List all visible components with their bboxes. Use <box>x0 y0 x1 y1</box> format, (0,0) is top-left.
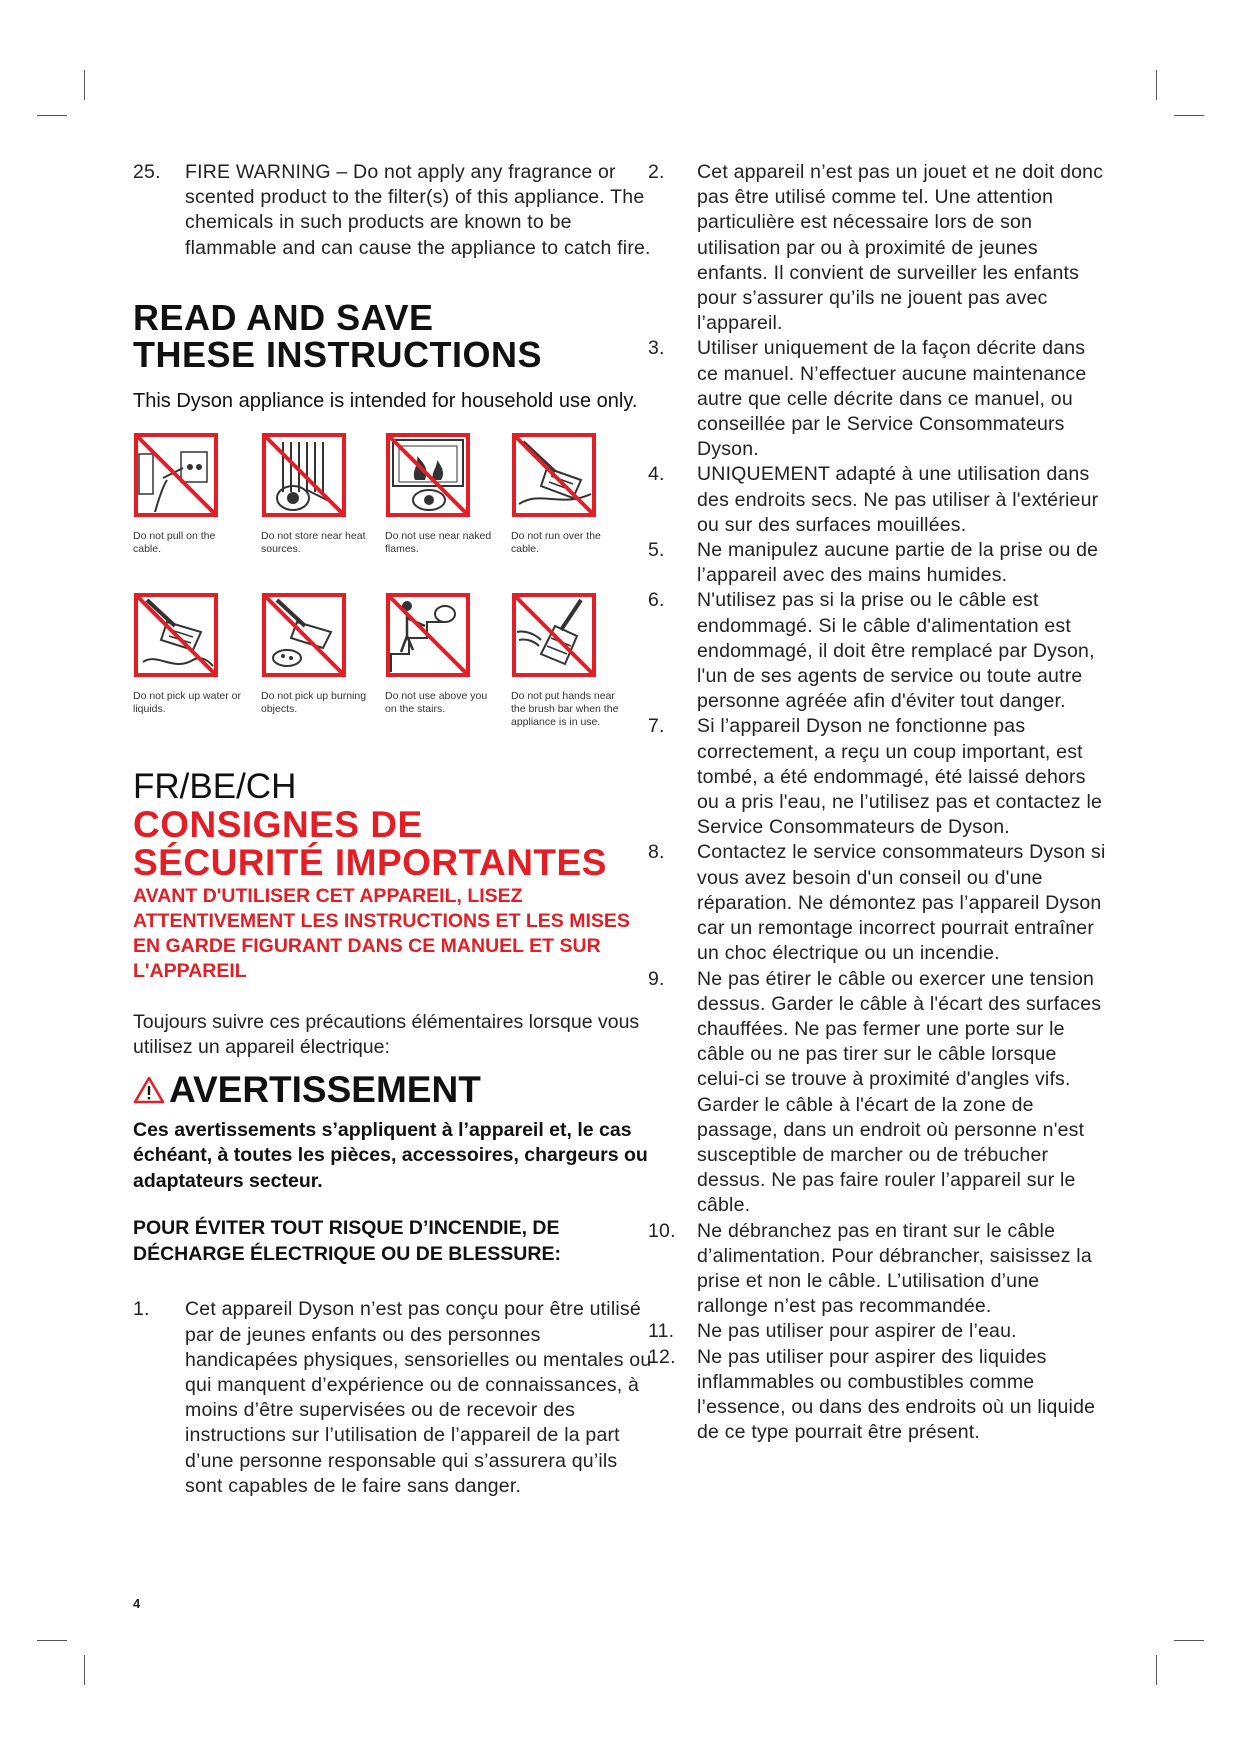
item-number: 11. <box>648 1320 675 1343</box>
no-water-liquids-icon <box>133 592 219 678</box>
no-stairs-icon <box>385 592 471 678</box>
item-text: UNIQUEMENT adapté à une utilisation dans des endroits secs. Ne pas utiliser à l'extérieur ou sur des surfaces mouillées. <box>697 463 1099 536</box>
item-number: 3. <box>648 337 665 360</box>
crop-mark <box>1174 1640 1204 1641</box>
icon-caption: Do not use near naked flames. <box>385 529 492 555</box>
icon-cell-pull-cable <box>133 432 253 556</box>
no-hands-brush-bar-icon <box>511 592 597 678</box>
icon-caption: Do not put hands near the brush bar when the appliance is in use. <box>511 689 619 728</box>
list-item <box>648 1219 1108 1320</box>
icon-cell-heat-sources <box>261 432 381 556</box>
list-item <box>648 538 1108 588</box>
read-save-heading <box>133 296 653 375</box>
icon-caption: Do not run over the cable. <box>511 529 601 555</box>
risk-heading: POUR ÉVITER TOUT RISQUE D’INCENDIE, DE DÉCHARGE ÉLECTRIQUE OU DE BLESSURE: <box>133 1217 561 1265</box>
red-subheading: AVANT D'UTILISER CET APPAREIL, LISEZ ATTENTIVEMENT LES INSTRUCTIONS ET LES MISES EN GARDE FIGURANT DANS CE MANUEL ET SUR L'APPAREIL <box>133 884 630 982</box>
crop-mark <box>1174 115 1204 116</box>
item-text: Utiliser uniquement de la façon décrite dans ce manuel. N’effectuer aucune maintenance autre que celle décrite dans ce manuel, ou conseillée par le Service Consommateurs Dyson. <box>697 337 1087 461</box>
item-number: 10. <box>648 1219 676 1242</box>
warning-triangle-icon <box>133 1075 165 1105</box>
list-item <box>648 160 1108 336</box>
list-item <box>648 714 1108 840</box>
crop-mark <box>37 115 67 116</box>
icon-cell-water-liquids <box>133 592 253 716</box>
warning-scope: Ces avertissements s’appliquent à l’appareil et, le cas échéant, à toutes les pièces, accessoires, chargeurs ou adaptateurs secteur. <box>133 1118 648 1192</box>
safety-icon-grid <box>133 432 653 762</box>
list-item <box>648 840 1108 966</box>
icon-cell-naked-flames <box>385 432 505 556</box>
heading-line: READ AND SAVE <box>133 296 434 338</box>
no-run-over-cable-icon <box>511 432 597 518</box>
warning-title <box>133 1070 653 1110</box>
icon-cell-hands-brush-bar <box>511 592 631 729</box>
icon-caption: Do not pull on the cable. <box>133 529 216 555</box>
item-text: Ne débranchez pas en tirant sur le câble d’alimentation. Pour débrancher, saisissez la prise et non le câble. L’utilisation d’une rallonge n’est pas recommandée. <box>697 1219 1092 1318</box>
list-item-25 <box>133 160 653 261</box>
icon-caption: Do not store near heat sources. <box>261 529 366 555</box>
item-text: FIRE WARNING – Do not apply any fragrance or scented product to the filter(s) of this appliance. The chemicals in such products are known to be flammable and can cause the appliance to catch fire. <box>185 161 651 259</box>
item-number: 12. <box>648 1345 676 1368</box>
region-label: FR/BE/CH <box>133 766 297 806</box>
item-number: 7. <box>648 715 665 738</box>
list-item <box>648 336 1108 462</box>
icon-caption: Do not pick up water or liquids. <box>133 689 241 715</box>
crop-mark <box>84 70 85 100</box>
heading-line: THESE INSTRUCTIONS <box>133 333 543 375</box>
item-number: 4. <box>648 463 665 486</box>
icon-cell-burning-objects <box>261 592 381 716</box>
right-column <box>648 160 1108 1445</box>
list-item-1 <box>133 1297 653 1499</box>
no-pull-cable-icon <box>133 432 219 518</box>
item-number: 8. <box>648 841 665 864</box>
precautions-text: Toujours suivre ces précautions élémentaires lorsque vous utilisez un appareil électrique: <box>133 1010 640 1058</box>
item-number: 6. <box>648 589 665 612</box>
list-item <box>648 1319 1108 1344</box>
item-number: 25. <box>133 161 161 183</box>
heading-line: SÉCURITÉ IMPORTANTES <box>133 841 607 883</box>
list-item <box>648 967 1108 1219</box>
item-text: Ne pas étirer le câble ou exercer une tension dessus. Garder le câble à l'écart des surfaces chauffées. Ne pas fermer une porte sur le câble ou ne pas tirer sur le câble lorsque celui-ci se trouve à proximité d'angles vifs. Garder le câble à l'écart de la zone de passage, dans un endroit où personne n'est susceptible de marcher ou de trébucher dessus. Ne pas faire rouler l’appareil sur le câble. <box>697 967 1102 1217</box>
list-item <box>648 462 1108 538</box>
list-item <box>648 1345 1108 1446</box>
crop-mark <box>1156 70 1157 100</box>
warning-title-text: AVERTISSEMENT <box>169 1068 481 1110</box>
red-heading <box>133 803 653 883</box>
item-text: Ne pas utiliser pour aspirer des liquides inflammables ou combustibles comme l’essence, ou dans des endroits où un liquide de ce type pourrait être présent. <box>697 1345 1096 1444</box>
item-text: Ne manipulez aucune partie de la prise ou de l’appareil avec des mains humides. <box>697 539 1099 587</box>
item-number: 1. <box>133 1298 150 1321</box>
list-item <box>648 588 1108 714</box>
icon-cell-run-over-cable <box>511 432 631 556</box>
no-heat-sources-icon <box>261 432 347 518</box>
item-text: N'utilisez pas si la prise ou le câble est endommagé. Si le câble d'alimentation est endommagé, il doit être remplacé par Dyson, l'un de ses agents de service ou toute autre personne agréée afin d'éviter tout danger. <box>697 589 1095 713</box>
icon-caption: Do not use above you on the stairs. <box>385 689 488 715</box>
no-naked-flames-icon <box>385 432 471 518</box>
item-text: Si l’appareil Dyson ne fonctionne pas correctement, a reçu un coup important, est tombé, a été endommagé, été laissé dehors ou a pris l'eau, ne l’utilisez pas et contactez le Service Consommateurs de Dyson. <box>697 715 1103 839</box>
page-number: 4 <box>133 1596 141 1611</box>
no-burning-objects-icon <box>261 592 347 678</box>
item-number: 2. <box>648 161 665 183</box>
item-text: Contactez le service consommateurs Dyson si vous avez besoin d'un conseil ou d'une réparation. Ne démontez pas l’appareil Dyson car un remontage incorrect pourrait entraîner un choc électrique ou un incendie. <box>697 841 1106 965</box>
item-text: Cet appareil Dyson n’est pas conçu pour être utilisé par de jeunes enfants ou des personnes handicapées physiques, sensorielles ou mentales ou qui manquent d’expérience ou de connaissances, à moins d’être supervisées ou de recevoir des instructions sur l’utilisation de l’appareil de la part d’une personne responsable qui s’assurera qu’ils sont capables de le faire sans danger. <box>185 1298 652 1497</box>
crop-mark <box>84 1655 85 1685</box>
item-text: Ne pas utiliser pour aspirer de l’eau. <box>697 1320 1017 1343</box>
icon-cell-stairs <box>385 592 505 716</box>
item-number: 9. <box>648 967 665 990</box>
item-text: Cet appareil n’est pas un jouet et ne doit donc pas être utilisé comme tel. Une attention particulière est nécessaire lors de son utilisation par ou à proximité de jeunes enfants. Il convient de surveiller les enfants pour s’assurer qu’ils ne jouent pas avec l’appareil. <box>697 161 1104 335</box>
crop-mark <box>37 1640 67 1641</box>
item-number: 5. <box>648 539 665 562</box>
crop-mark <box>1156 1655 1157 1685</box>
icon-caption: Do not pick up burning objects. <box>261 689 367 715</box>
heading-line: CONSIGNES DE <box>133 803 423 845</box>
household-use-intro: This Dyson appliance is intended for household use only. <box>133 389 638 412</box>
left-column <box>133 160 653 1499</box>
